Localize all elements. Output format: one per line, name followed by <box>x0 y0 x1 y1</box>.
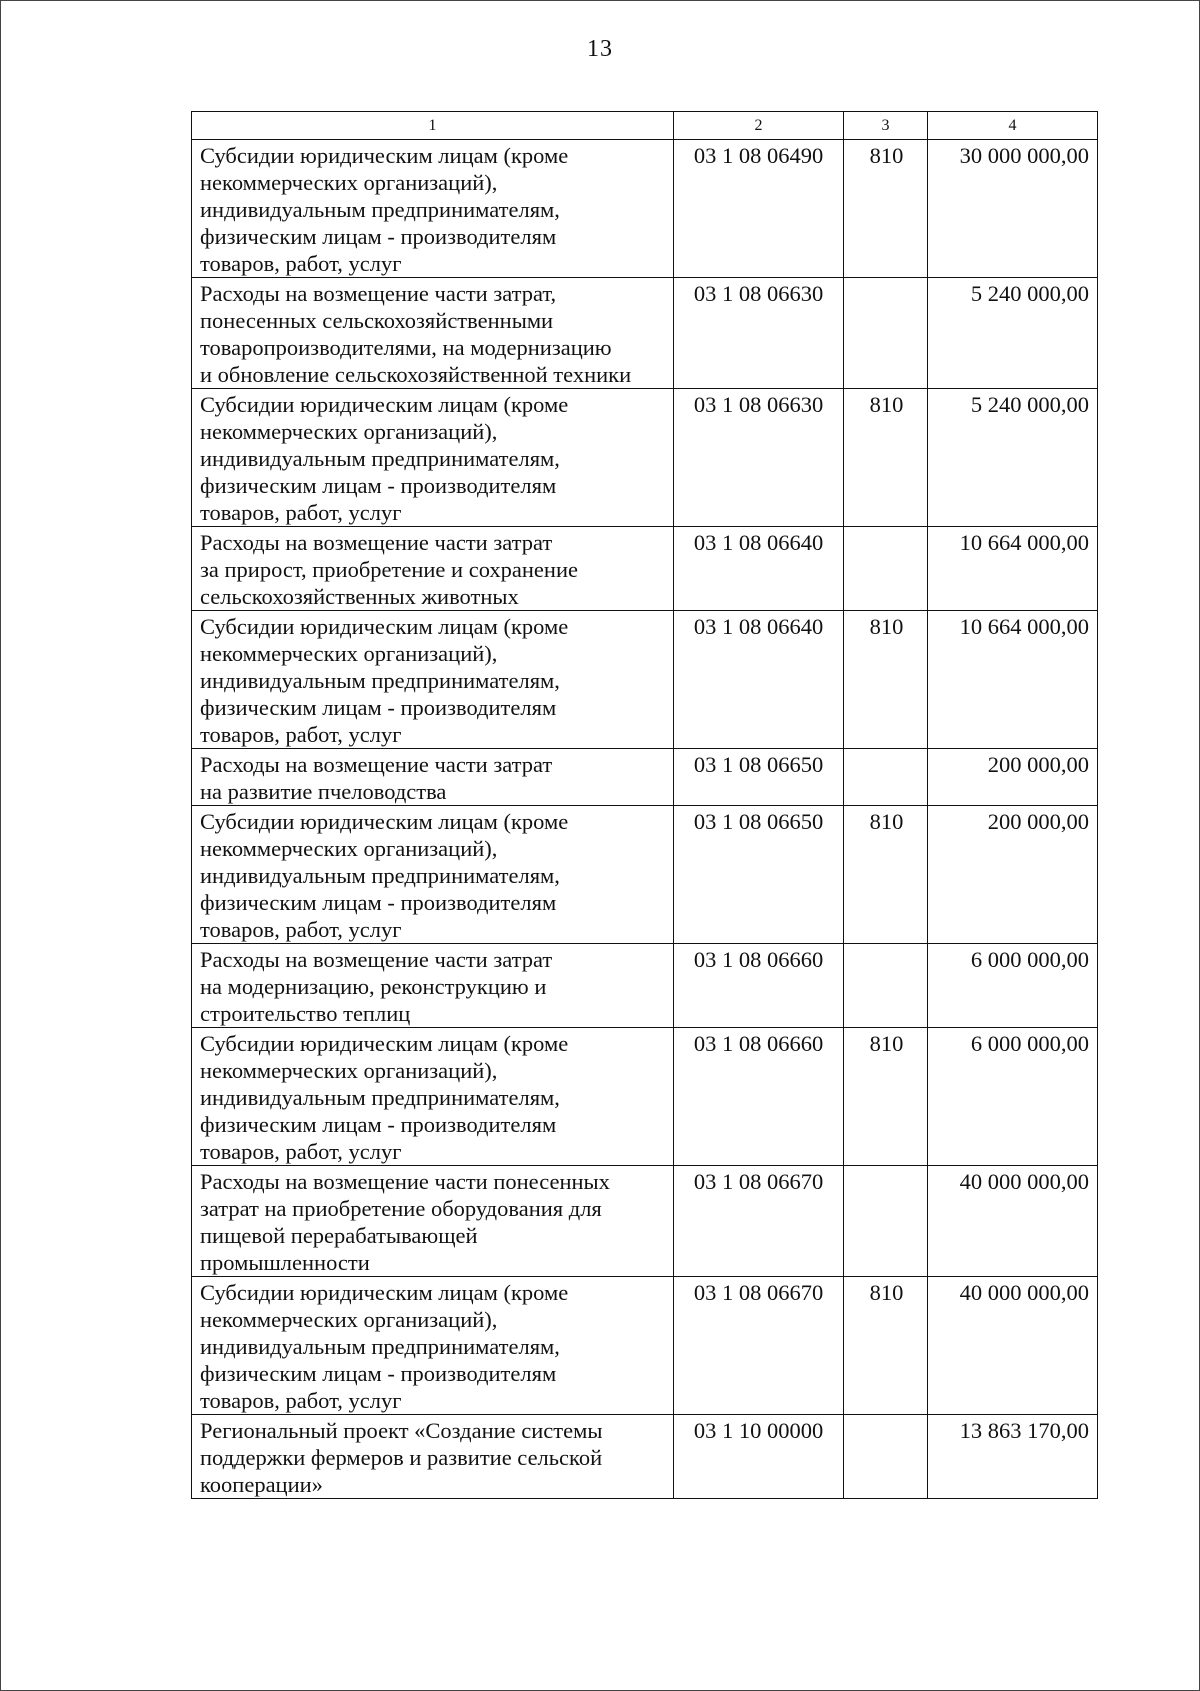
row-target-code: 03 1 08 06630 <box>674 389 844 527</box>
table-row <box>192 1028 1098 1166</box>
table-row <box>192 611 1098 749</box>
row-expense-type: 810 <box>844 611 928 749</box>
row-expense-type: 810 <box>844 140 928 278</box>
table-body <box>192 140 1098 1499</box>
row-expense-type: 810 <box>844 389 928 527</box>
row-target-code: 03 1 08 06490 <box>674 140 844 278</box>
row-amount: 30 000 000,00 <box>928 140 1098 278</box>
row-description: Региональный проект «Создание системы поддержки фермеров и развитие сельской кооперации» <box>192 1415 674 1499</box>
row-amount: 40 000 000,00 <box>928 1277 1098 1415</box>
row-expense-type: 810 <box>844 1028 928 1166</box>
row-description: Субсидии юридическим лицам (кроме некоммерческих организаций), индивидуальным предпринимателям, физическим лицам - производителям товаров, работ, услуг <box>192 140 674 278</box>
row-amount: 40 000 000,00 <box>928 1166 1098 1277</box>
row-target-code: 03 1 10 00000 <box>674 1415 844 1499</box>
budget-table <box>191 111 1098 1499</box>
row-target-code: 03 1 08 06650 <box>674 806 844 944</box>
column-header-3: 3 <box>844 112 928 140</box>
column-header-2: 2 <box>674 112 844 140</box>
table-row <box>192 1415 1098 1499</box>
row-amount: 6 000 000,00 <box>928 1028 1098 1166</box>
header-row <box>192 112 1098 140</box>
table-row <box>192 944 1098 1028</box>
row-amount: 10 664 000,00 <box>928 611 1098 749</box>
row-amount: 200 000,00 <box>928 806 1098 944</box>
row-target-code: 03 1 08 06640 <box>674 527 844 611</box>
row-description: Субсидии юридическим лицам (кроме некоммерческих организаций), индивидуальным предпринимателям, физическим лицам - производителям товаров, работ, услуг <box>192 1277 674 1415</box>
row-target-code: 03 1 08 06630 <box>674 278 844 389</box>
row-target-code: 03 1 08 06660 <box>674 944 844 1028</box>
row-description: Субсидии юридическим лицам (кроме некоммерческих организаций), индивидуальным предпринимателям, физическим лицам - производителям товаров, работ, услуг <box>192 611 674 749</box>
row-amount: 5 240 000,00 <box>928 278 1098 389</box>
row-amount: 200 000,00 <box>928 749 1098 806</box>
row-description: Расходы на возмещение части затрат на развитие пчеловодства <box>192 749 674 806</box>
row-description: Расходы на возмещение части затрат, понесенных сельскохозяйственными товаропроизводителями, на модернизацию и обновление сельскохозяйственной техники <box>192 278 674 389</box>
table-row <box>192 140 1098 278</box>
table-row <box>192 749 1098 806</box>
row-amount: 13 863 170,00 <box>928 1415 1098 1499</box>
table-row <box>192 278 1098 389</box>
row-description: Расходы на возмещение части затрат за прирост, приобретение и сохранение сельскохозяйственных животных <box>192 527 674 611</box>
row-expense-type <box>844 278 928 389</box>
table-row <box>192 806 1098 944</box>
row-amount: 10 664 000,00 <box>928 527 1098 611</box>
row-target-code: 03 1 08 06660 <box>674 1028 844 1166</box>
table-row <box>192 1166 1098 1277</box>
column-header-4: 4 <box>928 112 1098 140</box>
row-description: Расходы на возмещение части затрат на модернизацию, реконструкцию и строительство теплиц <box>192 944 674 1028</box>
row-expense-type <box>844 1415 928 1499</box>
table-row <box>192 527 1098 611</box>
row-description: Субсидии юридическим лицам (кроме некоммерческих организаций), индивидуальным предпринимателям, физическим лицам - производителям товаров, работ, услуг <box>192 806 674 944</box>
row-expense-type: 810 <box>844 1277 928 1415</box>
row-amount: 5 240 000,00 <box>928 389 1098 527</box>
row-amount: 6 000 000,00 <box>928 944 1098 1028</box>
row-expense-type <box>844 1166 928 1277</box>
row-expense-type <box>844 527 928 611</box>
row-target-code: 03 1 08 06640 <box>674 611 844 749</box>
row-description: Расходы на возмещение части понесенных затрат на приобретение оборудования для пищевой перерабатывающей промышленности <box>192 1166 674 1277</box>
row-description: Субсидии юридическим лицам (кроме некоммерческих организаций), индивидуальным предпринимателям, физическим лицам - производителям товаров, работ, услуг <box>192 389 674 527</box>
row-target-code: 03 1 08 06670 <box>674 1166 844 1277</box>
row-expense-type <box>844 749 928 806</box>
row-description: Субсидии юридическим лицам (кроме некоммерческих организаций), индивидуальным предпринимателям, физическим лицам - производителям товаров, работ, услуг <box>192 1028 674 1166</box>
table-header <box>192 112 1098 140</box>
row-expense-type: 810 <box>844 806 928 944</box>
page-number: 13 <box>587 36 613 62</box>
table-row <box>192 1277 1098 1415</box>
table-row <box>192 389 1098 527</box>
row-target-code: 03 1 08 06670 <box>674 1277 844 1415</box>
column-header-1: 1 <box>192 112 674 140</box>
row-target-code: 03 1 08 06650 <box>674 749 844 806</box>
row-expense-type <box>844 944 928 1028</box>
